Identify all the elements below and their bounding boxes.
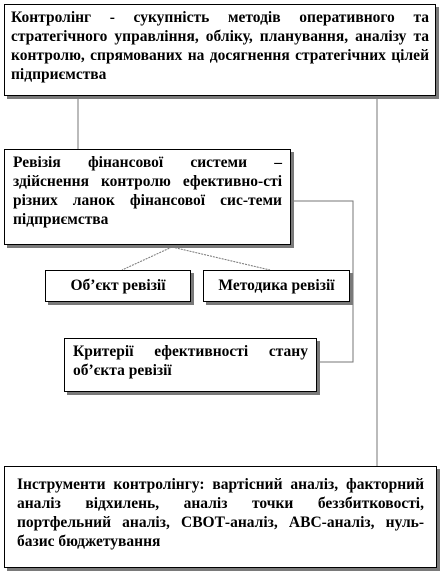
financial-system-revision-box: Ревізія фінансової системи – здійснення контролю ефективно-сті різних ланок фінансової сис-теми підприємства — [4, 149, 291, 245]
revision-object-box: Об’єкт ревізії — [45, 270, 191, 302]
revision-methodology-box: Методика ревізії — [203, 270, 350, 302]
connector-revision-object — [122, 247, 172, 270]
controlling-tools-box: Інструменти контролінгу: вартісний аналіз, факторний аналіз відхилень, аналіз точки беззбитковості, портфельний аналіз, СВОТ-аналіз, АВС-аналіз, нуль-базис бюджетування — [4, 466, 437, 568]
efficiency-criteria-box: Критерії ефективності стану об’єкта ревізії — [64, 338, 317, 392]
controlling-definition-box: Контролінг - сукупність методів оперативного та стратегічного управління, обліку, планування, аналізу та контролю, спрямованих на досягнення стратегічних цілей підприємства — [4, 4, 436, 96]
connector-revision-method — [172, 247, 270, 270]
